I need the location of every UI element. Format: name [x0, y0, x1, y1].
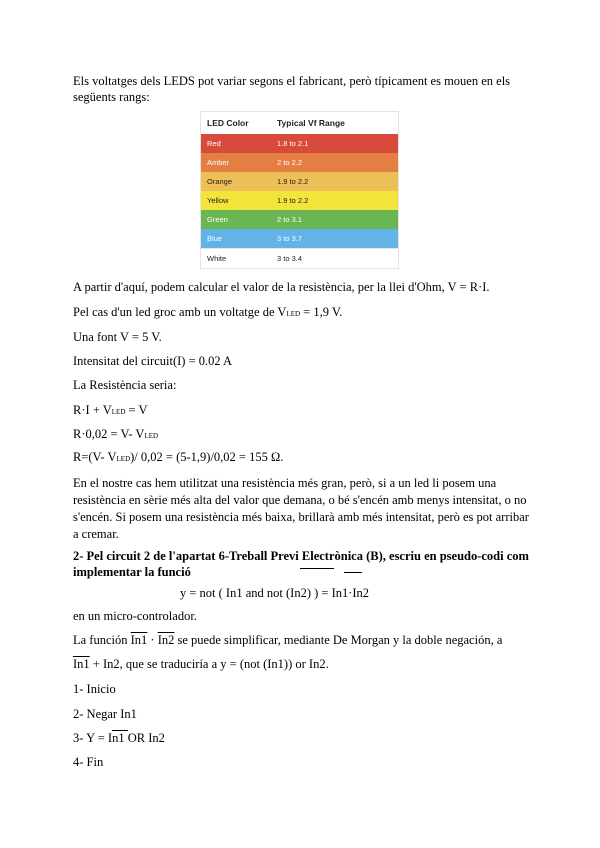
cell-vf-range: 2 to 3.1 — [277, 215, 303, 224]
table-row — [201, 172, 398, 191]
eq2-sub: LED — [144, 432, 159, 440]
table-row — [201, 134, 398, 153]
step-2: 2- Negar In1 — [73, 707, 137, 721]
resistance-label: La Resistència seria: — [73, 378, 177, 392]
result-b: + In2, que se traduciría a y = (not (In1)) or In2. — [89, 657, 329, 671]
cell-led-color: Amber — [207, 158, 230, 167]
eq3-a: R=(V- V — [73, 450, 117, 464]
ohm-law-line: A partir d'aquí, podem calcular el valor de la resistència, per la llei d'Ohm, V = R·I. — [73, 280, 490, 294]
result-term: In1 — [73, 657, 90, 671]
result-line — [73, 657, 329, 672]
overline-decoration — [300, 568, 334, 569]
cell-led-color: Red — [207, 139, 221, 148]
led-sub: LED — [286, 310, 301, 318]
table-row — [201, 249, 398, 269]
cell-vf-range: 3 to 3.7 — [277, 234, 303, 243]
cell-vf-range: 1.8 to 2.1 — [277, 139, 309, 148]
equation-2 — [73, 427, 158, 442]
equation-3 — [73, 450, 283, 465]
function-equation: y = not ( In1 and not (In2) ) = In1·In2 — [180, 586, 370, 600]
cell-led-color: Yellow — [207, 196, 229, 205]
led-case-line — [73, 305, 342, 320]
cell-led-color: Green — [207, 215, 228, 224]
simplify-b: se puede simplificar, mediante De Morgan y la doble negación, a — [174, 633, 503, 647]
eq2-a: R·0,02 = V- V — [73, 427, 145, 441]
explanation-paragraph: En el nostre cas hem utilitzat una resistència més gran, però, si a un led li posem una resistència en sèrie més alta del valor que demana, o bé s'encén amb menys intensitat, o no s'encén. Si posem una resistència més baixa, brillarà amb més intensitat, però es pot arribar a cremar. — [73, 476, 529, 541]
table-row — [201, 153, 398, 172]
current-line: Intensitat del circuit(I) = 0.02 A — [73, 354, 233, 368]
led-case-text: Pel cas d'un led groc amb un voltatge de V — [73, 305, 287, 319]
cell-led-color: Orange — [207, 177, 233, 186]
intro-text: Els voltatges dels LEDS pot variar segons el fabricant, però típicament es mouen en els següents rangs: — [73, 74, 511, 104]
cell-led-color: Blue — [207, 234, 223, 243]
micro-line: en un micro-controlador. — [73, 609, 197, 623]
header-led-color: LED Color — [201, 112, 271, 134]
simplify-dot: · — [147, 633, 158, 647]
eq1-b: = V — [125, 403, 148, 417]
cell-led-color: White — [207, 254, 227, 263]
cell-vf-range: 1.9 to 2.2 — [277, 196, 309, 205]
question-heading: 2- Pel circuit 2 de l'apartat 6-Treball Previ Electrònica (B), escriu en pseudo-codi com implementar la funció — [73, 549, 529, 579]
eq1-sub: LED — [111, 408, 126, 416]
step-4: 4- Fin — [73, 755, 104, 769]
led-voltage-table — [201, 112, 398, 268]
cell-vf-range: 3 to 3.4 — [277, 254, 303, 263]
step-3: 3- Y = In1 OR In2 — [73, 731, 165, 745]
overline-decoration — [344, 572, 362, 573]
table-row — [201, 210, 398, 229]
cell-vf-range: 1.9 to 2.2 — [277, 177, 309, 186]
equation-1 — [73, 403, 147, 418]
table-header-row — [201, 112, 398, 134]
table-row — [201, 191, 398, 210]
source-line: Una font V = 5 V. — [73, 330, 162, 344]
simplify-a: La función — [73, 633, 131, 647]
led-case-tail: = 1,9 V. — [300, 305, 343, 319]
simplify-line — [73, 633, 502, 648]
header-vf-range: Typical Vf Range — [271, 112, 398, 134]
cell-vf-range: 2 to 2.2 — [277, 158, 303, 167]
table-row — [201, 229, 398, 249]
eq3-sub: LED — [116, 455, 131, 463]
step-1: 1- Inicio — [73, 682, 116, 696]
simplify-term-1: In1 — [130, 633, 148, 647]
eq3-b: )/ 0,02 = (5-1,9)/0,02 = 155 Ω. — [130, 450, 284, 464]
simplify-term-2: In2 — [157, 633, 175, 647]
eq1-a: R·I + V — [73, 403, 112, 417]
overline-decoration — [112, 730, 128, 731]
